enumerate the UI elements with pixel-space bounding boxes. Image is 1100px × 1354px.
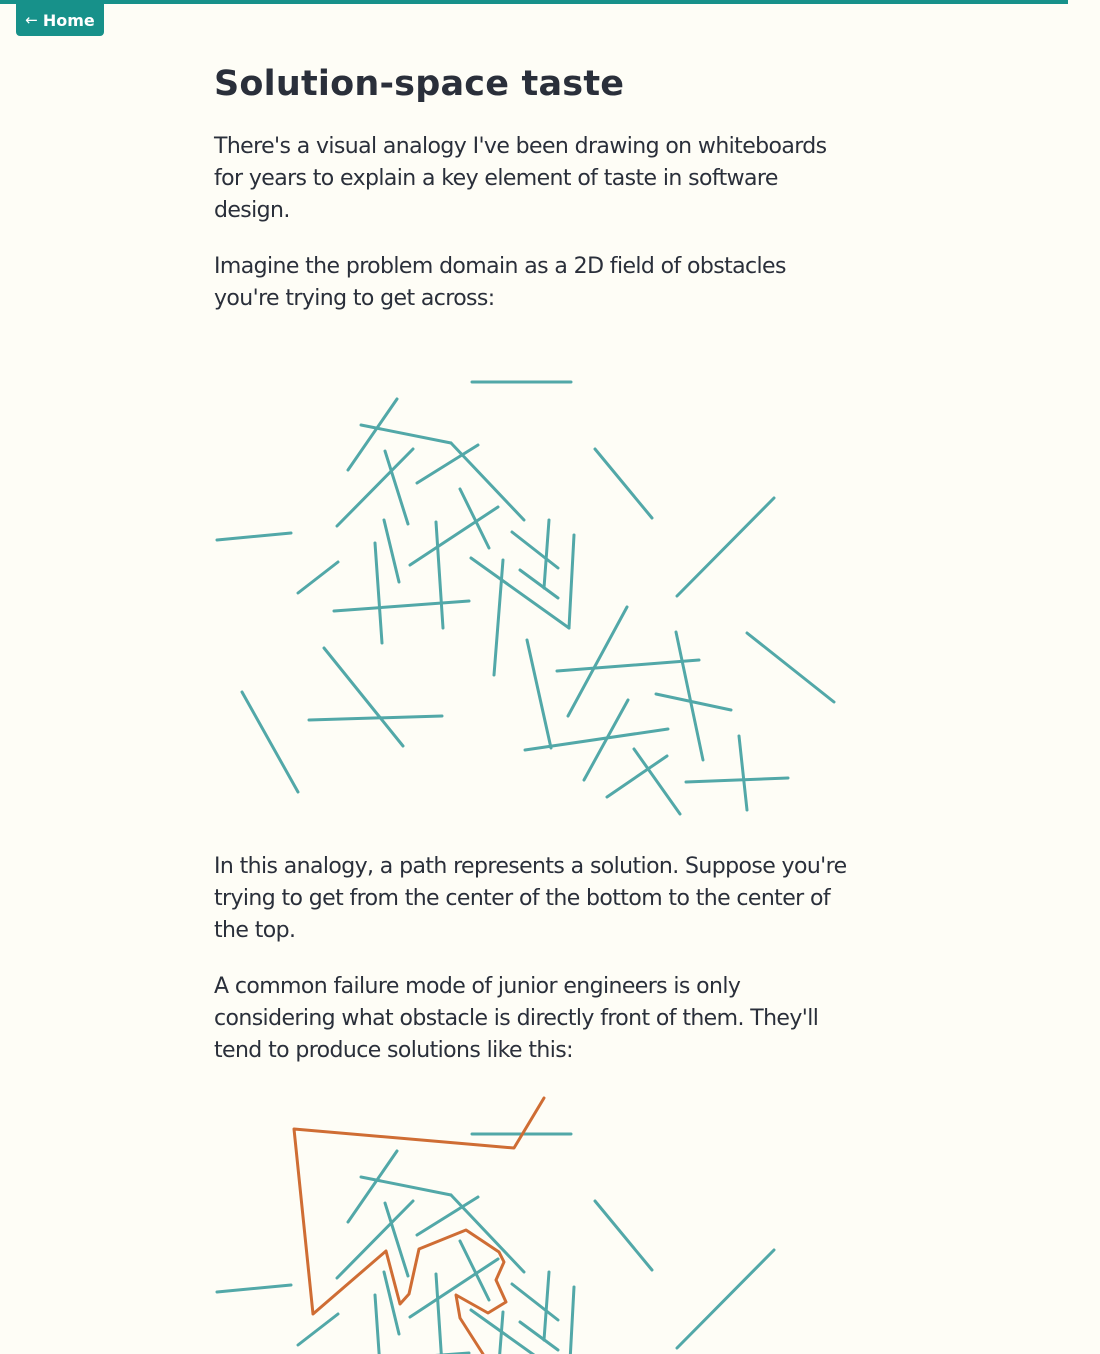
junior-field-obstacle-24 xyxy=(677,1250,774,1348)
junior-field-obstacle-1 xyxy=(348,1151,397,1222)
junior-field-obstacle-12 xyxy=(384,1272,399,1334)
junior-field-obstacle-13 xyxy=(375,1295,382,1354)
junior-field-obstacle-11 xyxy=(410,1259,498,1317)
paragraph-path-solution: In this analogy, a path represents a solution. Suppose you're trying to get from the center of the bottom to the center of the top. xyxy=(214,854,847,943)
home-button-label: Home xyxy=(42,10,95,30)
junior-field-obstacle-3 xyxy=(337,1201,413,1278)
junior-field-obstacle-14 xyxy=(436,1274,443,1354)
junior-field-obstacle-21 xyxy=(520,1322,558,1350)
junior-solution-diagram xyxy=(214,0,854,1354)
junior-field-obstacle-16 xyxy=(298,1314,338,1345)
paragraph-obstacle-field: Imagine the problem domain as a 2D field of obstacles you're trying to get across: xyxy=(214,254,786,311)
page-title: Solution-space taste xyxy=(214,64,625,104)
junior-field-obstacle-9 xyxy=(217,1285,291,1292)
junior-field-obstacle-17 xyxy=(512,1284,558,1320)
junior-field-obstacle-8 xyxy=(595,1201,652,1270)
paragraph-intro: There's a visual analogy I've been drawing on whiteboards for years to explain a key element of taste in software design. xyxy=(214,134,827,223)
junior-field-obstacle-18 xyxy=(544,1272,549,1340)
junior-field-obstacle-22 xyxy=(494,1312,503,1354)
back-arrow-icon: ← xyxy=(25,11,38,29)
junior-solution-path xyxy=(294,1098,544,1354)
junior-field-obstacle-10 xyxy=(460,1241,489,1300)
junior-field-obstacle-19 xyxy=(569,1287,574,1354)
home-button[interactable] xyxy=(16,4,104,36)
paragraph-junior-failure: A common failure mode of junior engineers is only considering what obstacle is directly front of them. They'll tend to produce solutions like this: xyxy=(214,974,819,1063)
